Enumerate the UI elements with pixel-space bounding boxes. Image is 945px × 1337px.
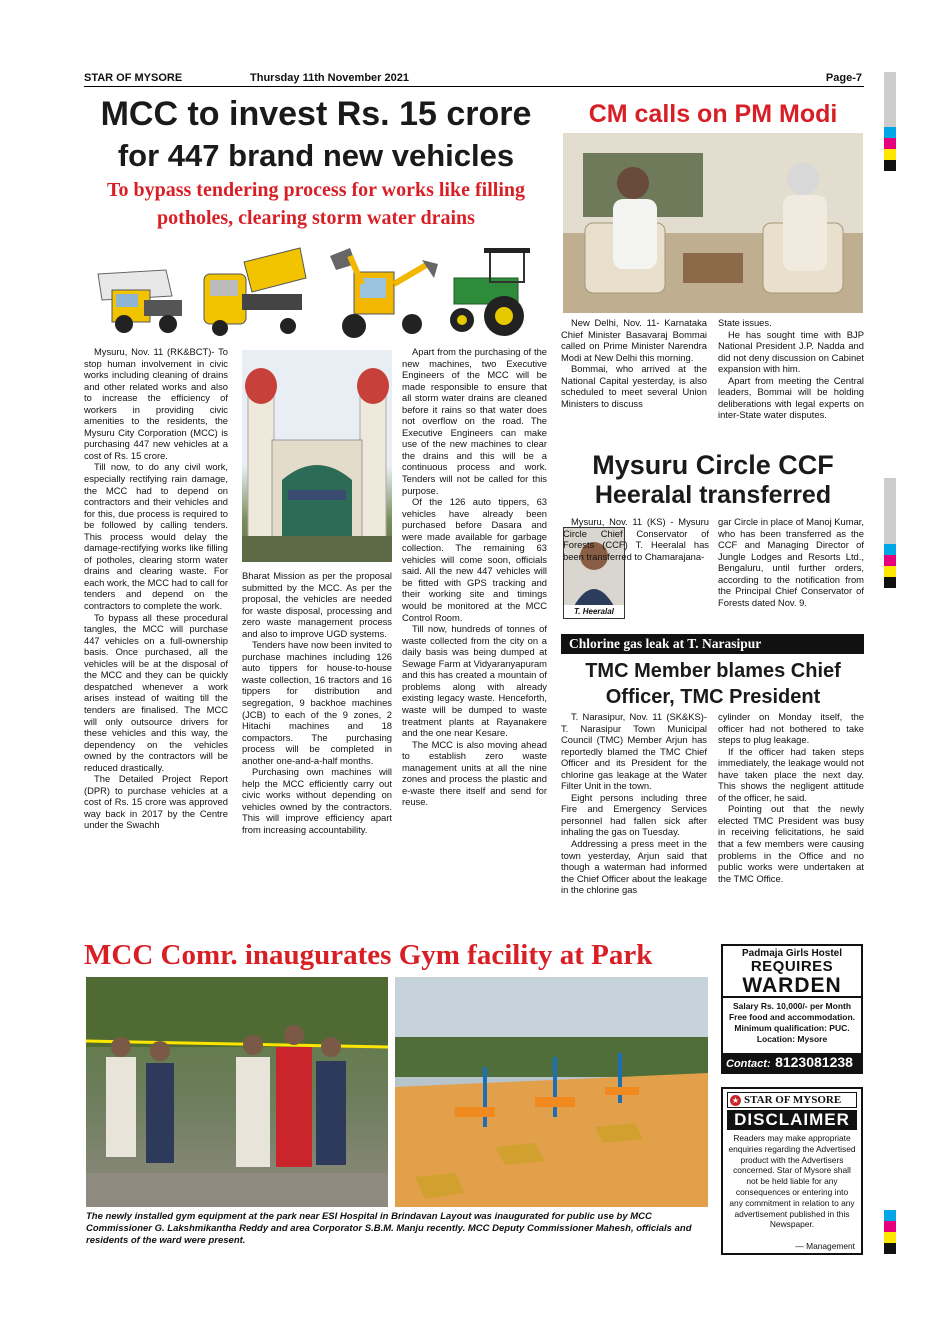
lead-headline-line2: for 447 brand new vehicles	[117, 138, 515, 173]
disclaimer-body: Readers may make appropriate enquiries regarding the Advertised product with the Advertisers concerned. Star of Mysore shall not be held liable for any consequences or entering into any commitment in relation to any advertisement published in this Newspaper.	[728, 1133, 856, 1230]
ccf-headline-line1: Mysuru Circle CCF	[592, 450, 834, 480]
ad-food: Free food and accommodation.	[728, 1012, 856, 1022]
paragraph: Apart from the purchasing of the new machines, two Executive Engineers of the MCC will be made responsible to ensure that all storm water drains are cleaned before it rains so that water does not overflow on the road. The Executive Engineers can make use of the new machines to clear the drains and this will be a continuous process and work. Tenders will not be called for this purpose.	[402, 346, 547, 496]
paragraph: Apart from meeting the Central leaders, Bommai will be holding deliberations with legal experts on inter-State water disputes.	[718, 374, 864, 421]
ad-contact-label: Contact:	[726, 1058, 771, 1070]
tmc-column-2	[718, 711, 864, 884]
registration-strip-middle	[884, 478, 896, 588]
ad-contact-bar	[723, 1053, 861, 1072]
star-logo-icon: ★	[731, 1095, 740, 1105]
backhoe-loader-icon	[330, 248, 438, 338]
ccf-column-1	[563, 516, 709, 562]
vehicles-illustration	[92, 234, 544, 340]
warden-ad	[721, 944, 863, 1074]
tmc-kicker: Chlorine gas leak at T. Narasipur	[561, 634, 864, 654]
paragraph: Eight persons including three Fire and Emergency Services personnel had fallen sick after inhaling the gas on Tuesday.	[561, 791, 707, 838]
cm-column-2	[718, 317, 864, 421]
cm-column-1	[561, 317, 707, 409]
paragraph: Purchasing own machines will help the MCC efficiently carry out civic works without depending on vehicles owned by the contractors. This will improve efficiency apart from increasing accountability.	[242, 766, 392, 836]
ad-requires: REQUIRES	[750, 958, 834, 975]
paragraph: He has sought time with BJP National President J.P. Nadda and did not deny discussion on Cabinet expansion with him.	[718, 328, 864, 375]
disclaimer-box	[721, 1087, 863, 1255]
ccf-headline-line2: Heeralal transferred	[594, 481, 832, 509]
disclaimer-title: DISCLAIMER	[727, 1110, 857, 1130]
paragraph: If the officer had taken steps immediately, the leakage would not have taken place the next day. This shows the negligent attitude of the officer, he said.	[718, 745, 864, 803]
ccf-column-2	[718, 516, 864, 608]
page-number: Page-7	[825, 72, 862, 84]
paragraph: T. Narasipur, Nov. 11 (SK&KS)- T. Narasipur Town Municipal Council (TMC) Member Arjun has reportedly blamed the TMC Chief Officer and its President for the chlorine gas leakage at the Water Filter Unit in the town.	[561, 711, 707, 792]
paper-name: STAR OF MYSORE	[84, 72, 183, 84]
paragraph: cylinder on Monday itself, the officer had not bothered to take steps to plug leakage.	[718, 711, 864, 746]
registration-strip-top	[884, 72, 896, 171]
disclaimer-sign: — Management	[795, 1241, 855, 1251]
mcc-building-photo	[242, 350, 392, 562]
page-header	[84, 71, 864, 87]
paragraph: The Detailed Project Report (DPR) to purchase vehicles at a cost of Rs. 15 crore was approved way back in 2017 by the Centre under the Swachh	[84, 773, 228, 831]
portrait-label: T. Heeralal	[564, 605, 624, 618]
paragraph: gar Circle in place of Manoj Kumar, who has been transferred as the CCF and Managing Director of Jungle Lodges and Resorts Ltd., Bengaluru, until further orders, according to the notification from the Principal Chief Conservator of Forests dated Nov. 9.	[718, 516, 864, 608]
paragraph: Till now, to do any civil work, especially rectifying rain damage, the MCC had to depend on contractors and their vehicles and for this, due process is required to be followed by calling tenders. This process would delay the damage-rectifying works like filling of potholes, clearing storm water drains and clearing waste. For each work, the MCC had to call for tenders and depend on the contractors to complete the work.	[84, 461, 228, 612]
gym-equipment-photo	[395, 977, 708, 1207]
auto-tipper-icon	[204, 248, 306, 336]
gym-headline: MCC Comr. inaugurates Gym facility at Park	[84, 939, 653, 971]
tractor-icon	[450, 248, 530, 336]
ad-warden-title: WARDEN	[723, 975, 861, 998]
ad-location: Location: Mysore	[756, 1034, 828, 1044]
ad-hostel-name: Padmaja Girls Hostel	[741, 948, 843, 959]
tmc-column-1	[561, 711, 707, 896]
cm-headline: CM calls on PM Modi	[588, 100, 838, 128]
ad-contact-number: 8123081238	[775, 1054, 853, 1070]
gym-photo-caption: The newly installed gym equipment at the park near ESI Hospital in Brindavan Layout was inaugurated for public use by MCC Commissioner G. Lakshmikantha Reddy and area Corporator S.B.M. Manju recently. MCC Deputy Commissioner Mahesh, officials and residents of the ward were present.	[86, 1211, 692, 1246]
lead-deck-line1: To bypass tendering process for works like filling	[106, 179, 526, 201]
tipper-truck-icon	[98, 270, 182, 333]
tmc-headline-line1: TMC Member blames Chief	[585, 660, 841, 682]
paragraph: Addressing a press meet in the town yesterday, Arjun said that though a waterman had informed the Chief Officer about the leakage in the chlorine gas	[561, 838, 707, 896]
paragraph: Mysuru, Nov. 11 (KS) - Mysuru Circle Chief Conservator of Forests (CCF) T. Heeralal has been transferred to Chamarajana-	[563, 516, 709, 562]
lead-column-3	[402, 346, 547, 808]
ad-qualification: Minimum qualification: PUC.	[734, 1023, 850, 1033]
issue-date: Thursday 11th November 2021	[250, 72, 409, 84]
paragraph: To bypass all these procedural tangles, the MCC will purchase 447 vehicles on a full-ownership basis. Once purchased, all the vehicles will be at the disposal of the MCC and they can be quickly despatched whenever a work arises instead of waiting till the tenders are finalised. The MCC will only outsource drivers for these vehicles and this way, the dependency on the vehicles owned by the contractors will be reduced drastically.	[84, 611, 228, 773]
cm-pm-meeting-photo	[563, 133, 863, 313]
paragraph: Of the 126 auto tippers, 63 vehicles have already been purchased before Dasara and were made available for garbage collection. The remaining 63 vehicles will come soon, officials said. All the new 447 vehicles will be fitted with GPS tracking and their working site and timings would be monitored at the MCC Control Room.	[402, 496, 547, 623]
paragraph: Till now, hundreds of tonnes of waste collected from the city on a daily basis was being dumped at Sewage Farm at Vidyaranyapuram and this has created a mountain of problems along with already existing legacy waste. Henceforth, waste will be dumped to waste treatment plants at Rayanakere and the one near Kesare.	[402, 623, 547, 739]
lead-column-2	[242, 570, 392, 836]
lead-deck-line2: potholes, clearing storm water drains	[157, 207, 475, 229]
ad-salary: Salary Rs. 10,000/- per Month	[732, 1001, 852, 1011]
paragraph: New Delhi, Nov. 11- Karnataka Chief Minister Basavaraj Bommai called on Prime Minister Narendra Modi at New Delhi this morning.	[561, 317, 707, 363]
tmc-headline-line2: Officer, TMC President	[605, 686, 821, 708]
lead-headline-line1: MCC to invest Rs. 15 crore	[100, 95, 532, 133]
building-illustration	[242, 350, 392, 562]
registration-strip-bottom	[884, 1210, 896, 1254]
paragraph: Pointing out that the newly elected TMC President was busy in receiving felicitations, he said that a few members were causing problems in the Office and no public works were undertaken at the TMC Office.	[718, 803, 864, 884]
lead-column-1	[84, 346, 228, 831]
paragraph: The MCC is also moving ahead to establish zero waste management units at all the nine zones and process the plastic and e-waste there itself and send for reuse.	[402, 738, 547, 808]
paragraph: State issues.	[718, 317, 772, 328]
disclaimer-logo-text: STAR OF MYSORE	[744, 1094, 842, 1106]
paragraph: Mysuru, Nov. 11 (RK&BCT)- To stop human involvement in civic works including cleaning of drains and other related works and also to increase the efficiency of workers in providing civic amenities to the residents, the Mysuru City Corporation (MCC) is purchasing 447 new vehicles at a cost of Rs. 15 crore.	[84, 346, 228, 461]
paragraph: Bommai, who arrived at the National Capital yesterday, is also scheduled to meet several Union Ministers to discuss	[561, 363, 707, 409]
disclaimer-logo	[727, 1092, 857, 1108]
paragraph: Tenders have now been invited to purchase machines including 126 auto tippers for house-to-house waste collection, 16 tractors and 16 tippers for distribution and segregation, 9 backhoe machines (JCB) to each of the 9 zones, 2 Hitachi machines and 18 compactors. The purchasing process will be completed in another one-and-a-half months.	[242, 639, 392, 766]
paragraph: Bharat Mission as per the proposal submitted by the MCC. As per the proposal, the vehicles are needed for waste disposal, processing and zero waste management process and also to improve UGD systems.	[242, 570, 392, 639]
gym-inauguration-photo	[86, 977, 388, 1207]
